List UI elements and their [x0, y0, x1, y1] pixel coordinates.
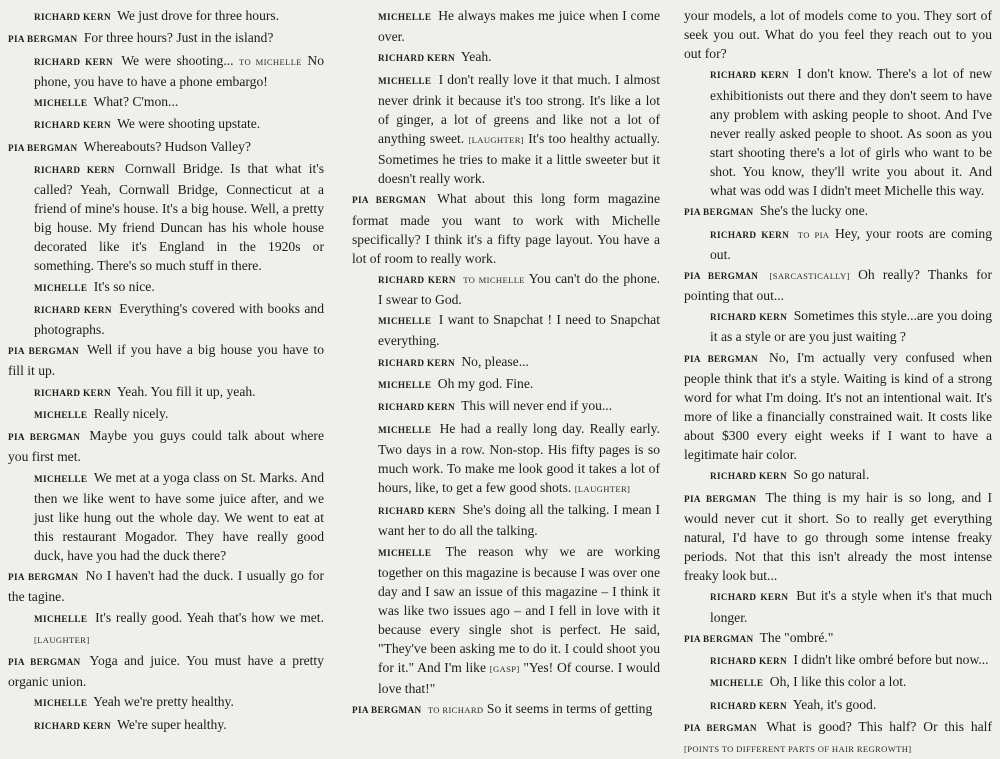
- spoken-text: Hey, your roots are coming out.: [710, 225, 992, 262]
- transcript-line: [684, 64, 992, 200]
- spoken-text: No I haven't had the duck. I usually go for the tagine.: [8, 568, 324, 605]
- speaker-name: RICHARD KERN: [710, 229, 790, 240]
- spoken-text: your models, a lot of models come to you. They sort of seek you out. What do you feel they reach out to you out for?: [684, 8, 992, 62]
- speaker-name: MICHELLE: [34, 698, 88, 709]
- spoken-text: Cornwall Bridge. Is that what it's called? Yeah, Cornwall Bridge, Connecticut at a friend of mine's house. It's a big house. Well, a pretty big house. My friend Duncan has his whole house decorated like it's England in the 1920s or something. There's so much stuff in there.: [34, 160, 325, 274]
- spoken-text: You can't do the phone. I swear to God.: [378, 270, 660, 308]
- transcript-line: [8, 426, 324, 466]
- transcript-line: [352, 310, 660, 350]
- speaker-name: MICHELLE: [378, 12, 432, 22]
- speaker-name: RICHARD KERN: [710, 592, 789, 603]
- spoken-text: So go natural.: [793, 467, 870, 483]
- speaker-name: PIA BERGMAN: [8, 572, 79, 583]
- speaker-name: RICHARD KERN: [34, 304, 112, 315]
- spoken-text: What about this long form magazine format made you want to work with Michelle specifically? I think it's a fifty page layout. You have a lot of room to really work.: [352, 191, 660, 266]
- speaker-name: MICHELLE: [378, 75, 432, 86]
- transcript-line: [8, 692, 324, 713]
- spoken-text: No, please...: [461, 353, 529, 369]
- spoken-text: We just drove for three hours.: [117, 8, 280, 23]
- transcript-line: [352, 396, 660, 417]
- speaker-name: MICHELLE: [34, 282, 88, 293]
- transcript-line: [8, 340, 324, 380]
- spoken-text: The reason why we are working together on this magazine is because I was over one day and I saw an issue of this magazine – I think it was like two issues ago – and I fell in love with it because every single shot is perfect. He said, "They've been asking me to do it. I could shoot you for it." And I'm like: [378, 543, 660, 676]
- transcript-line: [352, 542, 660, 699]
- spoken-text: Maybe you guys could talk about where you first met.: [8, 428, 324, 465]
- transcript-line: [684, 672, 992, 693]
- transcript-line: [352, 374, 660, 395]
- transcript-line: [352, 500, 660, 540]
- speaker-name: MICHELLE: [378, 424, 432, 435]
- spoken-text: She's the lucky one.: [759, 203, 869, 219]
- spoken-text: He had a really long day. Really early. Two days in a row. Non-stop. His fifty pages is so much work. To make me look good it takes a lot of hours, like, to get a few good shots.: [378, 420, 660, 495]
- transcript-line: [8, 159, 324, 276]
- spoken-text: Really nicely.: [93, 405, 169, 421]
- transcript-line: [8, 651, 324, 691]
- speaker-name: RICHARD KERN: [34, 120, 111, 131]
- speaker-name: RICHARD KERN: [378, 274, 456, 285]
- transcript-line: [8, 382, 324, 403]
- spoken-text: Yeah, it's good.: [792, 696, 877, 712]
- speaker-name: RICHARD KERN: [710, 70, 789, 81]
- transcript-line: [684, 6, 992, 63]
- spoken-text: Sometimes this style...are you doing it as a style or are you just waiting ?: [710, 308, 993, 345]
- speaker-name: MICHELLE: [34, 409, 88, 420]
- speaker-name: PIA BERGMAN: [684, 722, 757, 733]
- speaker-name: RICHARD KERN: [34, 56, 114, 67]
- transcript-line: [684, 306, 992, 346]
- spoken-text: We're super healthy.: [117, 716, 227, 732]
- stage-direction: TO PIA: [797, 229, 830, 240]
- transcript-line: [8, 299, 324, 339]
- transcript-line: [8, 715, 324, 736]
- stage-direction: [POINTS TO DIFFERENT PARTS OF HAIR REGROWTH]: [684, 744, 912, 754]
- speaker-name: PIA BERGMAN: [8, 346, 80, 357]
- spoken-text: We were shooting upstate.: [117, 116, 261, 132]
- transcript-line: [8, 137, 324, 158]
- spoken-text: For three hours? Just in the island?: [83, 30, 274, 46]
- transcript-line: [684, 348, 992, 465]
- transcript-line: [8, 6, 324, 27]
- transcript-line: [8, 51, 324, 91]
- speaker-name: PIA BERGMAN: [684, 270, 759, 281]
- speaker-name: PIA BERGMAN: [352, 195, 427, 206]
- speaker-name: RICHARD KERN: [378, 357, 455, 368]
- speaker-name: PIA BERGMAN: [8, 656, 81, 667]
- transcript-line: [684, 224, 992, 264]
- speaker-name: MICHELLE: [378, 380, 432, 390]
- speaker-name: PIA BERGMAN: [8, 432, 81, 443]
- stage-direction: TO MICHELLE: [463, 274, 525, 285]
- speaker-name: RICHARD KERN: [34, 387, 111, 398]
- transcript-line: [352, 269, 660, 309]
- speaker-name: RICHARD KERN: [34, 720, 111, 731]
- transcript-line: [8, 92, 324, 113]
- transcript-line: [352, 6, 660, 46]
- speaker-name: MICHELLE: [378, 547, 432, 558]
- transcript-line: [684, 717, 992, 759]
- transcript-line: [352, 699, 660, 720]
- column-2: [344, 6, 680, 717]
- column-3: [680, 6, 993, 754]
- transcript-line: [352, 419, 660, 499]
- spoken-text: It's really good. Yeah that's how we met.: [95, 609, 324, 625]
- speaker-name: RICHARD KERN: [710, 700, 787, 711]
- spoken-text: She's doing all the talking. I mean I want her to do all the talking.: [378, 502, 660, 539]
- speaker-name: MICHELLE: [378, 316, 432, 327]
- spoken-text: But it's a style when it's that much longer.: [710, 588, 992, 625]
- speaker-name: PIA BERGMAN: [684, 493, 757, 504]
- transcript-line: [8, 404, 324, 425]
- speaker-name: RICHARD KERN: [378, 53, 455, 64]
- speaker-name: RICHARD KERN: [710, 312, 788, 323]
- spoken-text: We met at a yoga class on St. Marks. And then we like went to have some juice after, and we just like hung out the whole day. We went to eat at this restaurant Mogador. They have really good duck, have you had the duck there?: [34, 469, 324, 563]
- transcript-line: [352, 189, 660, 267]
- transcript-line: [352, 70, 660, 189]
- spoken-text: What is good? This half? Or this half: [766, 718, 992, 734]
- transcript-line: [352, 47, 660, 68]
- spoken-text: Everything's covered with books and photographs.: [34, 300, 324, 337]
- speaker-name: RICHARD KERN: [710, 656, 787, 667]
- stage-direction: TO MICHELLE: [239, 56, 302, 67]
- spoken-text: Whereabouts? Hudson Valley?: [83, 138, 251, 154]
- speaker-name: RICHARD KERN: [710, 471, 787, 482]
- speaker-name: PIA BERGMAN: [352, 705, 422, 716]
- spoken-text: Well if you have a big house you have to fill it up.: [8, 342, 325, 379]
- speaker-name: RICHARD KERN: [34, 12, 111, 22]
- spoken-text: So it seems in terms of getting: [483, 701, 653, 717]
- transcript-line: [684, 465, 992, 486]
- spoken-text: I don't know. There's a lot of new exhibitionists out there and they don't seem to have any problem with asking people to shoot. And I've never really asked people to shoot. As soon as you start shooting there's a lot of girls who want to be shot. You know, they'll write you about it. And what was odd was I didn't meet Michelle this way.: [710, 66, 993, 199]
- spoken-text: No phone, you have to have a phone embargo!: [34, 52, 325, 89]
- speaker-name: PIA BERGMAN: [684, 633, 754, 644]
- transcript-line: [684, 650, 992, 671]
- transcript-line: [8, 28, 324, 49]
- transcript-line: [8, 566, 324, 606]
- transcript-line: [8, 468, 324, 565]
- transcript-line: [684, 265, 992, 305]
- spoken-text: Oh, I like this color a lot.: [769, 674, 907, 690]
- speaker-name: PIA BERGMAN: [8, 34, 78, 45]
- spoken-text: Oh my god. Fine.: [437, 376, 534, 391]
- spoken-text: This will never end if you...: [461, 398, 613, 414]
- transcript-line: [684, 586, 992, 626]
- spoken-text: It's too healthy actually. Sometimes he tries to make it a little sweeter but it doesn't really work.: [378, 130, 661, 187]
- spoken-text: Oh really? Thanks for pointing that out...: [684, 266, 992, 304]
- spoken-text: What? C'mon...: [93, 93, 179, 109]
- transcript-line: [684, 628, 992, 649]
- transcript-line: [684, 201, 992, 222]
- spoken-text: Yoga and juice. You must have a pretty organic union.: [8, 652, 324, 689]
- spoken-text: The "ombré.": [759, 629, 834, 645]
- column-1: [8, 6, 344, 732]
- spoken-text: The thing is my hair is so long, and I would never cut it short. So to really get everything natural, I'd have to go through some intense freaky periods. Not that this isn't already the most intense freaky look but...: [684, 489, 992, 584]
- transcript-line: [8, 277, 324, 298]
- transcript-line: [8, 114, 324, 135]
- spoken-text: It's so nice.: [93, 278, 155, 294]
- speaker-name: MICHELLE: [710, 678, 764, 689]
- transcript-line: [8, 608, 324, 650]
- transcript-line: [684, 695, 992, 716]
- stage-direction: [GASP]: [489, 664, 520, 675]
- spoken-text: He always makes me juice when I come over.: [378, 8, 660, 45]
- spoken-text: I want to Snapchat ! I need to Snapchat everything.: [378, 312, 660, 349]
- spoken-text: I didn't like ombré before but now...: [793, 652, 989, 668]
- spoken-text: Yeah.: [460, 49, 492, 65]
- spoken-text: I don't really love it that much. I almost never drink it because it's too strong. It's like a lot of ginger, a lot of greens and like not a lot of anything sweet.: [378, 71, 660, 146]
- stage-direction: [LAUGHTER]: [574, 483, 631, 494]
- transcript-line: [684, 488, 992, 585]
- spoken-text: We were shooting...: [121, 52, 240, 68]
- speaker-name: MICHELLE: [34, 97, 88, 108]
- spoken-text: No, I'm actually very confused when people think that it's a style. Waiting is kind of a strong word for what I'm doing. It's not an intentional wait. It's more of like a financially constrained wait. It costs like about $300 every eight weeks if I want to have a legitimate hair color.: [684, 349, 992, 463]
- speaker-name: MICHELLE: [34, 473, 88, 484]
- speaker-name: PIA BERGMAN: [684, 207, 754, 218]
- speaker-name: MICHELLE: [34, 613, 88, 624]
- spoken-text: Yeah. You fill it up, yeah.: [116, 383, 256, 399]
- speaker-name: RICHARD KERN: [378, 402, 455, 413]
- spoken-text: "Yes! Of course. I would love that!": [378, 660, 660, 697]
- stage-direction: [SARCASTICALLY]: [769, 270, 850, 281]
- stage-direction: TO RICHARD: [427, 705, 484, 716]
- speaker-name: RICHARD KERN: [34, 164, 115, 175]
- spoken-text: Yeah we're pretty healthy.: [93, 694, 234, 710]
- stage-direction: [LAUGHTER]: [34, 634, 90, 645]
- speaker-name: RICHARD KERN: [378, 506, 456, 517]
- speaker-name: PIA BERGMAN: [684, 353, 758, 364]
- transcript-line: [352, 352, 660, 373]
- stage-direction: [LAUGHTER]: [468, 134, 524, 145]
- speaker-name: PIA BERGMAN: [8, 142, 78, 153]
